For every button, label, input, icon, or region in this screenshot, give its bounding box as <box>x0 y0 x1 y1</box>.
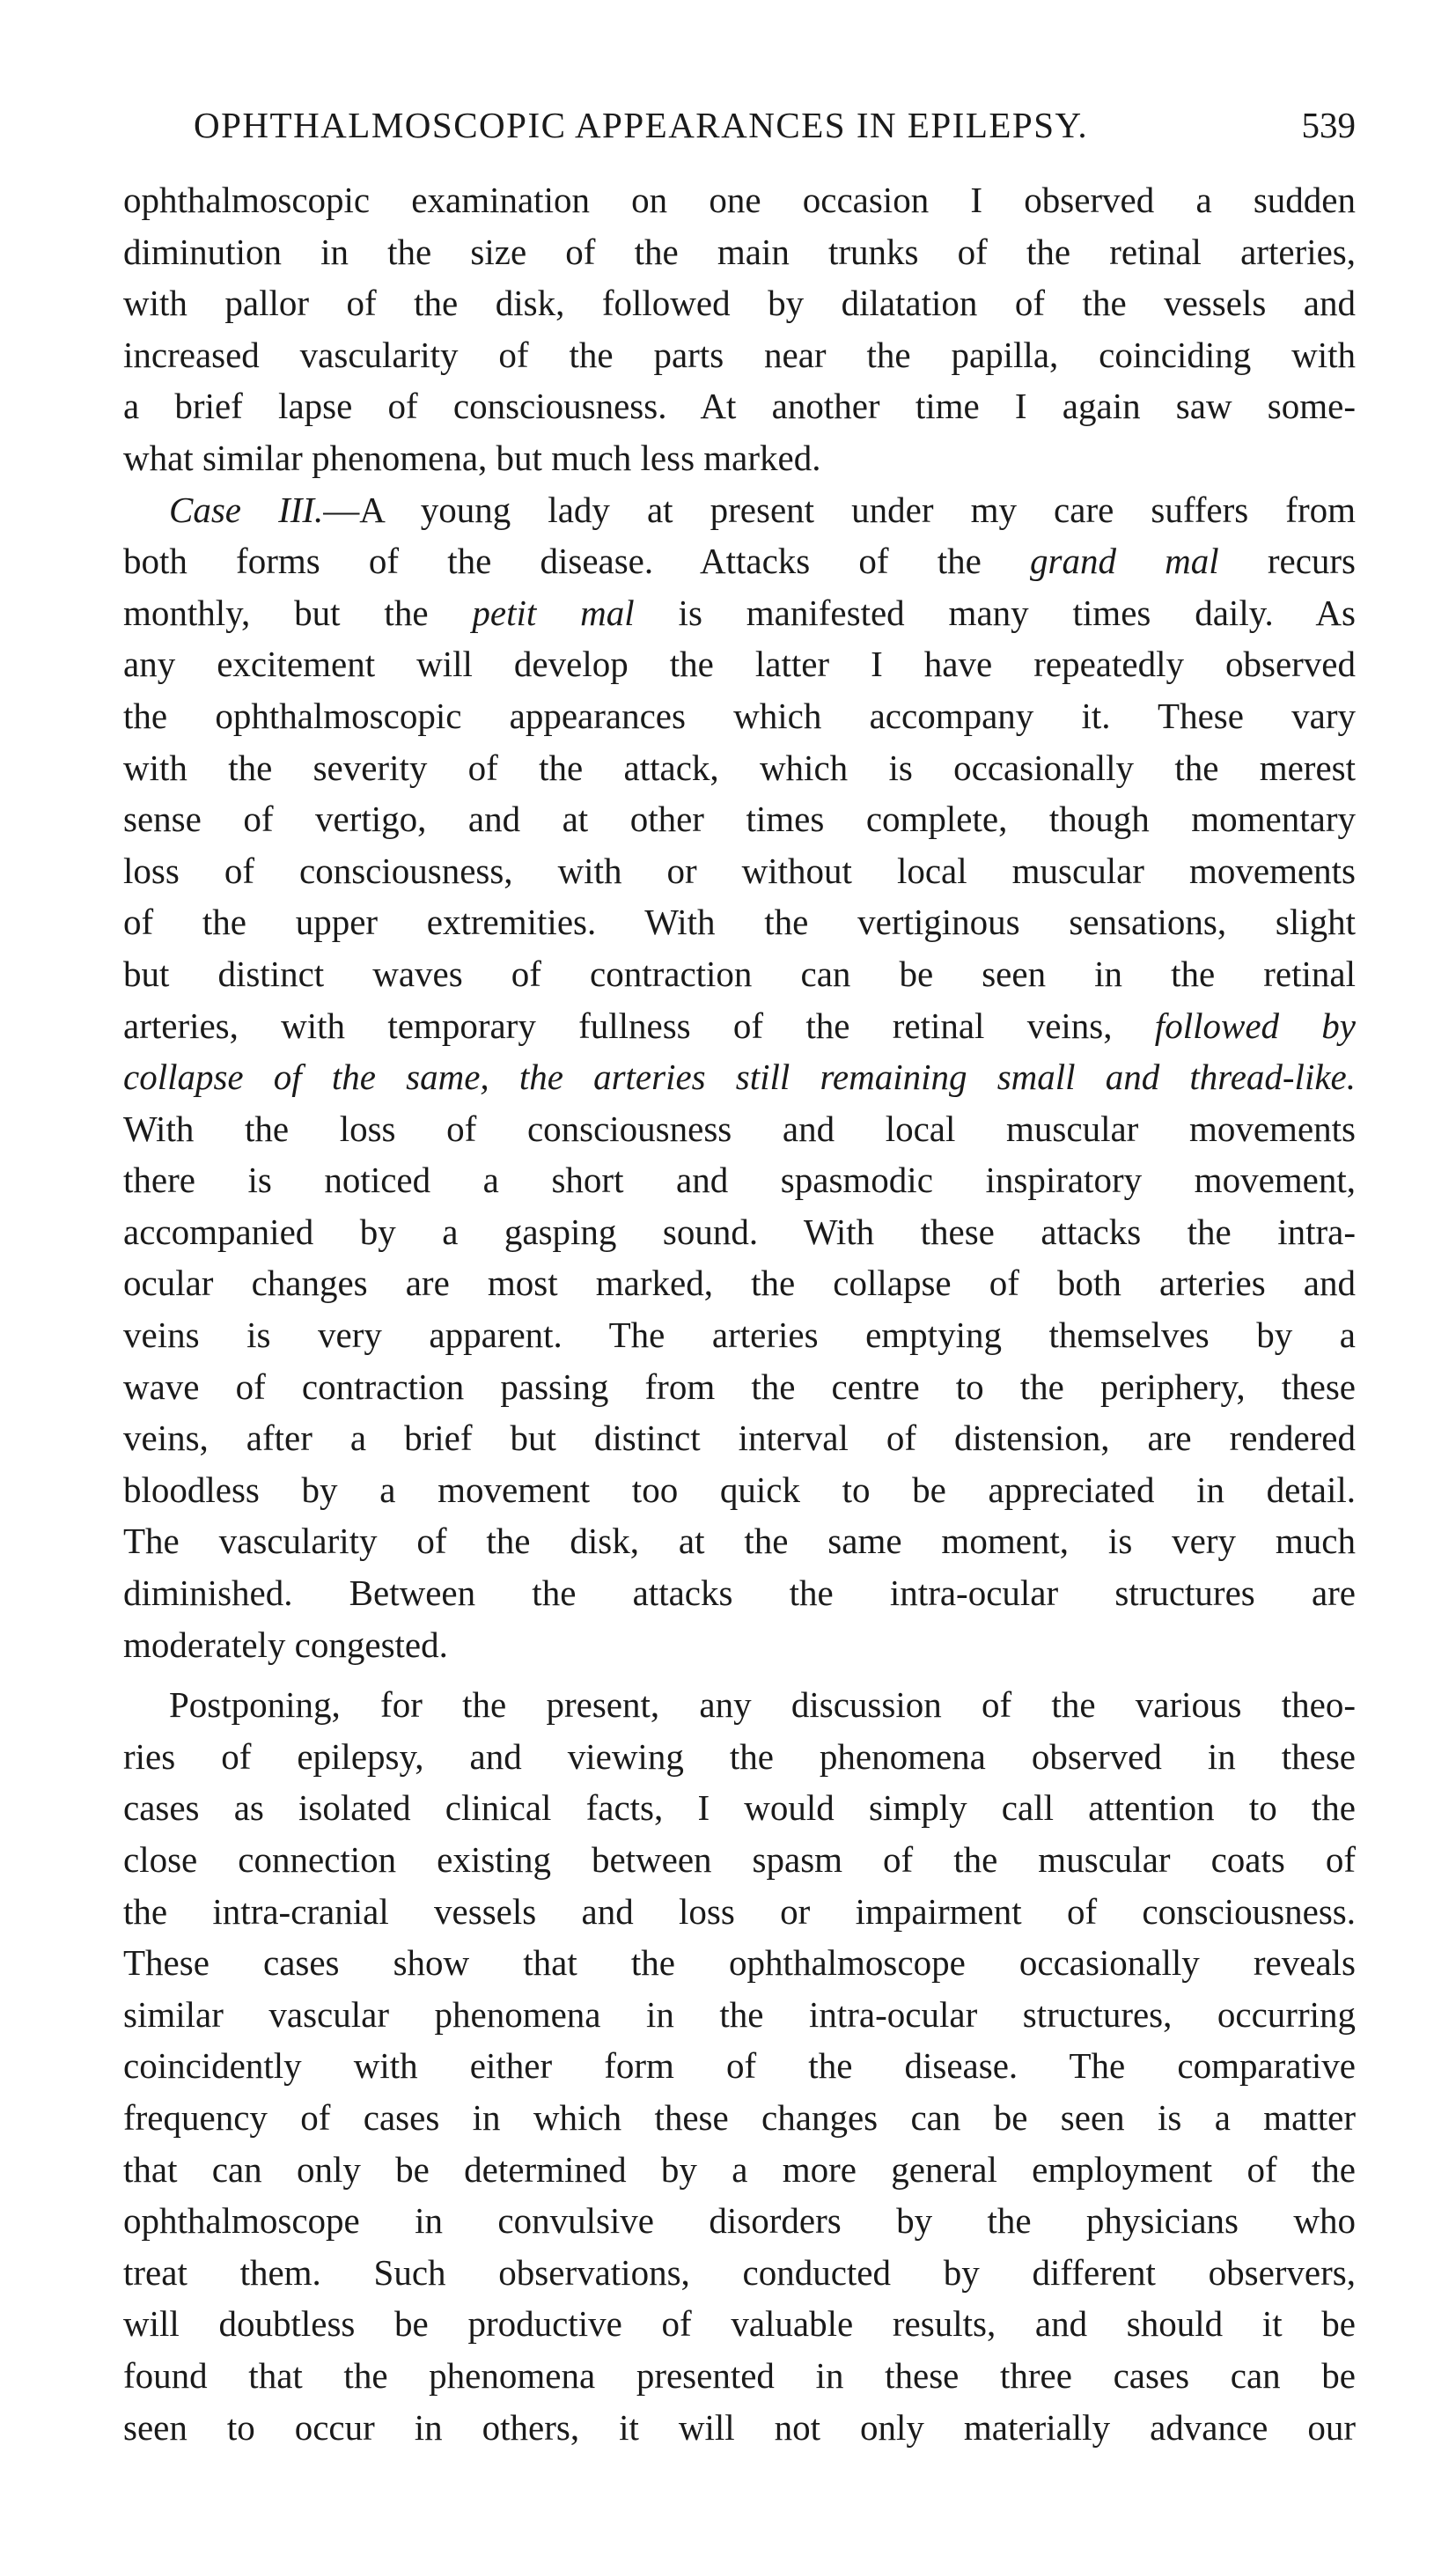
line-text: with the severity of the attack, which is occasionally the merest <box>123 747 1356 788</box>
line-text: ophthalmoscopic examination on one occasion I observed a sudden <box>123 180 1356 220</box>
text-line <box>123 2040 1356 2092</box>
text-line <box>123 1051 1356 1103</box>
italic-text: followed by <box>1154 1005 1356 1046</box>
line-text: any excitement will develop the latter I have repeatedly observed <box>123 644 1356 685</box>
line-text: what similar phenomena, but much less marked. <box>123 437 821 478</box>
paragraph <box>123 484 1356 1671</box>
text-line <box>123 1834 1356 1886</box>
text-line <box>123 1464 1356 1516</box>
text-line <box>123 845 1356 897</box>
text-line <box>123 1619 1356 1671</box>
line-text: accompanied by a gasping sound. With these attacks the intra- <box>123 1211 1356 1252</box>
text-line <box>123 1412 1356 1464</box>
text-line <box>123 587 1356 639</box>
text-line <box>123 1361 1356 1413</box>
text-line <box>123 1989 1356 2041</box>
line-text: ries of epilepsy, and viewing the phenomena observed in these <box>123 1735 1356 1777</box>
line-text: wave of contraction passing from the centre to the periphery, these <box>123 1366 1356 1407</box>
text-line <box>123 793 1356 845</box>
line-text: veins, after a brief but distinct interval of distension, are rendered <box>123 1418 1356 1459</box>
text-line <box>123 948 1356 1000</box>
running-head <box>123 104 1356 174</box>
text-line <box>123 329 1356 381</box>
line-text: cases as isolated clinical facts, I would simply call attention to the <box>123 1787 1356 1829</box>
text-line <box>123 1782 1356 1834</box>
line-text: coincidently with either form of the disease. The comparative <box>123 2045 1356 2087</box>
text-line <box>123 1309 1356 1361</box>
italic-text: petit mal <box>472 592 635 633</box>
line-text: veins is very apparent. The arteries emptying themselves by a <box>123 1315 1356 1356</box>
line-text: sense of vertigo, and at other times complete, though momentary <box>123 799 1356 840</box>
text-line <box>123 277 1356 329</box>
line-text: These cases show that the ophthalmoscope occasionally reveals <box>123 1942 1356 1984</box>
text-line <box>123 1567 1356 1619</box>
line-text: with pallor of the disk, followed by dilatation of the vessels and <box>123 283 1356 324</box>
italic-text: collapse of the same, the arteries still remaining small and thread-like. <box>123 1057 1356 1098</box>
text-line <box>123 174 1356 226</box>
text-line <box>123 1000 1356 1052</box>
line-text: The vascularity of the disk, at the same moment, is very much <box>123 1521 1356 1562</box>
text-line <box>123 1886 1356 1938</box>
paragraph-gap <box>123 1670 1356 1679</box>
line-text: will doubtless be productive of valuable results, and should it be <box>123 2303 1356 2345</box>
line-text: bloodless by a movement too quick to be appreciated in detail. <box>123 1469 1356 1510</box>
line-text: arteries, with temporary fullness of the retinal veins, <box>123 1005 1155 1046</box>
page-number: 539 <box>1301 105 1356 145</box>
line-text: a brief lapse of consciousness. At another time I again saw some- <box>123 386 1356 427</box>
line-text: monthly, but the <box>123 592 473 633</box>
book-page <box>123 104 1356 2453</box>
line-text: seen to occur in others, it will not only materially advance our <box>123 2406 1356 2448</box>
text-line <box>123 1154 1356 1206</box>
text-line <box>123 742 1356 794</box>
text-line <box>123 2144 1356 2196</box>
line-text: ocular changes are most marked, the collapse of both arteries and <box>123 1263 1356 1304</box>
line-text: but distinct waves of contraction can be seen in the retinal <box>123 953 1356 994</box>
text-line <box>123 690 1356 742</box>
text-line <box>123 2350 1356 2402</box>
line-text: the ophthalmoscopic appearances which accompany it. These vary <box>123 695 1356 736</box>
line-text: With the loss of consciousness and local muscular movements <box>123 1108 1356 1149</box>
line-text: increased vascularity of the parts near the papilla, coinciding with <box>123 334 1356 375</box>
line-text: loss of consciousness, with or without local muscular movements <box>123 850 1356 891</box>
text-line <box>123 226 1356 278</box>
text-line <box>123 1206 1356 1258</box>
line-text: is manifested many times daily. As <box>634 592 1356 633</box>
line-text: of the upper extremities. With the vertiginous sensations, slight <box>123 902 1356 943</box>
running-head-title: OPHTHALMOSCOPIC APPEARANCES IN EPILEPSY. <box>194 105 1089 145</box>
italic-text: grand mal <box>1030 541 1219 582</box>
text-line <box>123 535 1356 587</box>
text-line <box>123 2247 1356 2299</box>
text-line <box>123 484 1356 536</box>
text-line <box>123 432 1356 484</box>
text-line <box>123 2195 1356 2247</box>
line-text: moderately congested. <box>123 1624 448 1665</box>
line-text: there is noticed a short and spasmodic inspiratory movement, <box>123 1160 1356 1201</box>
text-line <box>123 1257 1356 1309</box>
line-text: frequency of cases in which these changes can be seen is a matter <box>123 2096 1356 2138</box>
text-line <box>123 896 1356 948</box>
text-line <box>123 380 1356 432</box>
line-text: —A young lady at present under my care suffers from <box>323 489 1356 530</box>
line-text: found that the phenomena presented in these three cases can be <box>123 2354 1356 2396</box>
paragraph <box>123 174 1356 484</box>
text-line <box>123 1731 1356 1783</box>
line-text: the intra-cranial vessels and loss or impairment of consciousness. <box>123 1890 1356 1932</box>
paragraph <box>123 1679 1356 2453</box>
line-text: ophthalmoscope in convulsive disorders by the physicians who <box>123 2200 1356 2242</box>
text-line <box>123 2402 1356 2454</box>
line-text: that can only be determined by a more general employment of the <box>123 2148 1356 2190</box>
text-line <box>123 1103 1356 1155</box>
line-text: treat them. Such observations, conducted by different observers, <box>123 2251 1356 2293</box>
line-text: both forms of the disease. Attacks of the <box>123 541 1031 582</box>
body-text <box>123 174 1356 2453</box>
line-text: diminution in the size of the main trunks of the retinal arteries, <box>123 231 1356 272</box>
line-text: Postponing, for the present, any discussion of the various theo- <box>169 1684 1356 1726</box>
text-line <box>123 1515 1356 1567</box>
text-line <box>123 638 1356 690</box>
text-line <box>123 1937 1356 1989</box>
italic-text: Case III. <box>169 489 324 530</box>
line-text: similar vascular phenomena in the intra-ocular structures, occurring <box>123 1993 1356 2035</box>
line-text: close connection existing between spasm of the muscular coats of <box>123 1839 1356 1880</box>
text-line <box>123 2298 1356 2350</box>
line-text: recurs <box>1218 541 1356 582</box>
text-line <box>123 2092 1356 2144</box>
line-text: diminished. Between the attacks the intra-ocular structures are <box>123 1572 1356 1614</box>
text-line <box>123 1679 1356 1731</box>
